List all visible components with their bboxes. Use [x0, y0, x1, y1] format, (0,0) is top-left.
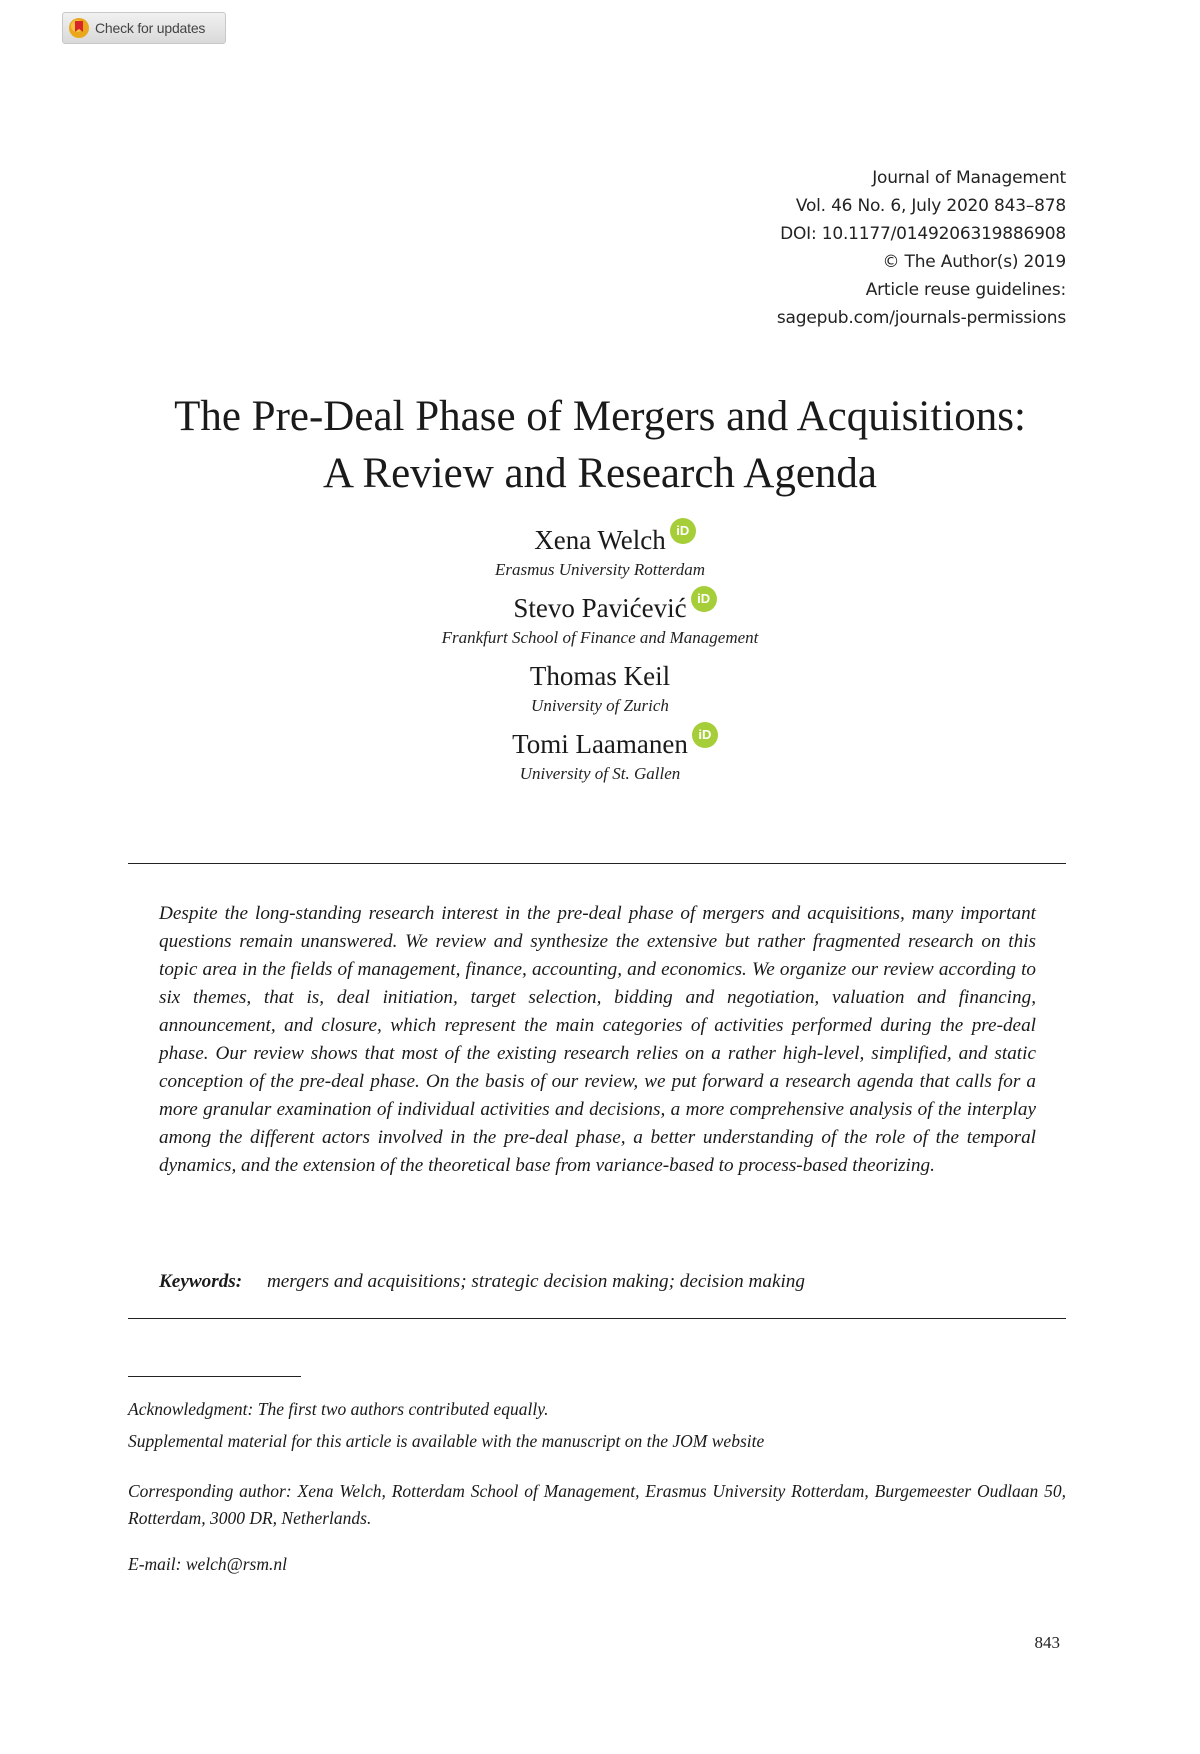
author-name-text: Tomi Laamanen [512, 729, 688, 759]
author-affiliation: Frankfurt School of Finance and Management [441, 628, 759, 647]
author-name [513, 590, 711, 626]
keywords [159, 1268, 1036, 1296]
journal-doi: DOI: 10.1177/0149206319886908 [780, 224, 1066, 244]
journal-reuse: Article reuse guidelines: [865, 280, 1066, 300]
abstract-top-rule [128, 863, 1066, 864]
page-number: 843 [1034, 1633, 1060, 1652]
article-title-line-2: A Review and Research Agenda [322, 450, 878, 497]
author-name [534, 522, 690, 558]
abstract-bottom-rule [128, 1318, 1066, 1319]
journal-copyright: © The Author(s) 2019 [882, 252, 1066, 272]
keywords-text: mergers and acquisitions; strategic decision making; decision making [266, 1271, 805, 1292]
author-name [512, 726, 712, 762]
bookmark-refresh-icon [69, 18, 89, 38]
orcid-icon[interactable]: iD [692, 722, 718, 748]
footnote-separator [128, 1376, 301, 1377]
journal-volume: Vol. 46 No. 6, July 2020 843–878 [795, 196, 1066, 216]
footnote-email[interactable]: E-mail: welch@rsm.nl [128, 1554, 287, 1574]
orcid-icon[interactable]: iD [670, 518, 696, 544]
journal-metadata [777, 164, 1066, 332]
author-name-text: Thomas Keil [529, 661, 671, 691]
author-entry [128, 522, 1072, 582]
author-affiliation: University of St. Gallen [519, 764, 681, 783]
author-list [128, 522, 1072, 794]
abstract-text: Despite the long-standing research interest in the pre-deal phase of mergers and acquisitions, many important questions remain unanswered. We review and synthesize the extensive but rather fragmented research on this topic area in the fields of management, finance, accounting, and economics. We organize our review according to six themes, that is, deal initiation, target selection, bidding and negotiation, valuation and financing, announcement, and closure, which represent the main categories of activities performed during the pre-deal phase. Our review shows that most of the existing research relies on a rather high-level, simplified, and static conception of the pre-deal phase. On the basis of our review, we put forward a research agenda that calls for a more granular examination of individual activities and decisions, a more comprehensive analysis of the interplay among the different actors involved in the pre-deal phase, a better understanding of the role of the temporal dynamics, and the extension of the theoretical base from variance-based to process-based theorizing. [159, 903, 1036, 1176]
footnote-acknowledgment: Acknowledgment: The first two authors contributed equally. [128, 1399, 549, 1419]
author-name [530, 658, 670, 694]
author-name-text: Xena Welch [534, 525, 666, 555]
author-name-text: Stevo Pavićević [513, 593, 687, 623]
author-entry [128, 726, 1072, 786]
author-affiliation: Erasmus University Rotterdam [495, 560, 705, 579]
footnote-supplemental: Supplemental material for this article is available with the manuscript on the JOM website [128, 1431, 765, 1451]
check-for-updates-label: Check for updates [95, 20, 206, 36]
orcid-icon[interactable]: iD [691, 586, 717, 612]
author-entry [128, 590, 1072, 650]
article-title [128, 388, 1072, 502]
footnote-corresponding-author: Corresponding author: Xena Welch, Rotterdam School of Management, Erasmus University Rotterdam, Burgemeester Oudlaan 50, Rotterdam, 3000 DR, Netherlands. [128, 1481, 1066, 1528]
author-affiliation: University of Zurich [531, 696, 669, 715]
check-for-updates-button[interactable] [62, 12, 226, 44]
keywords-label: Keywords: [159, 1271, 243, 1292]
journal-name: Journal of Management [872, 168, 1066, 188]
journal-permissions-link[interactable]: sagepub.com/journals-permissions [776, 308, 1066, 328]
article-title-line-1: The Pre-Deal Phase of Mergers and Acquisitions: [174, 393, 1026, 440]
author-entry [128, 658, 1072, 718]
